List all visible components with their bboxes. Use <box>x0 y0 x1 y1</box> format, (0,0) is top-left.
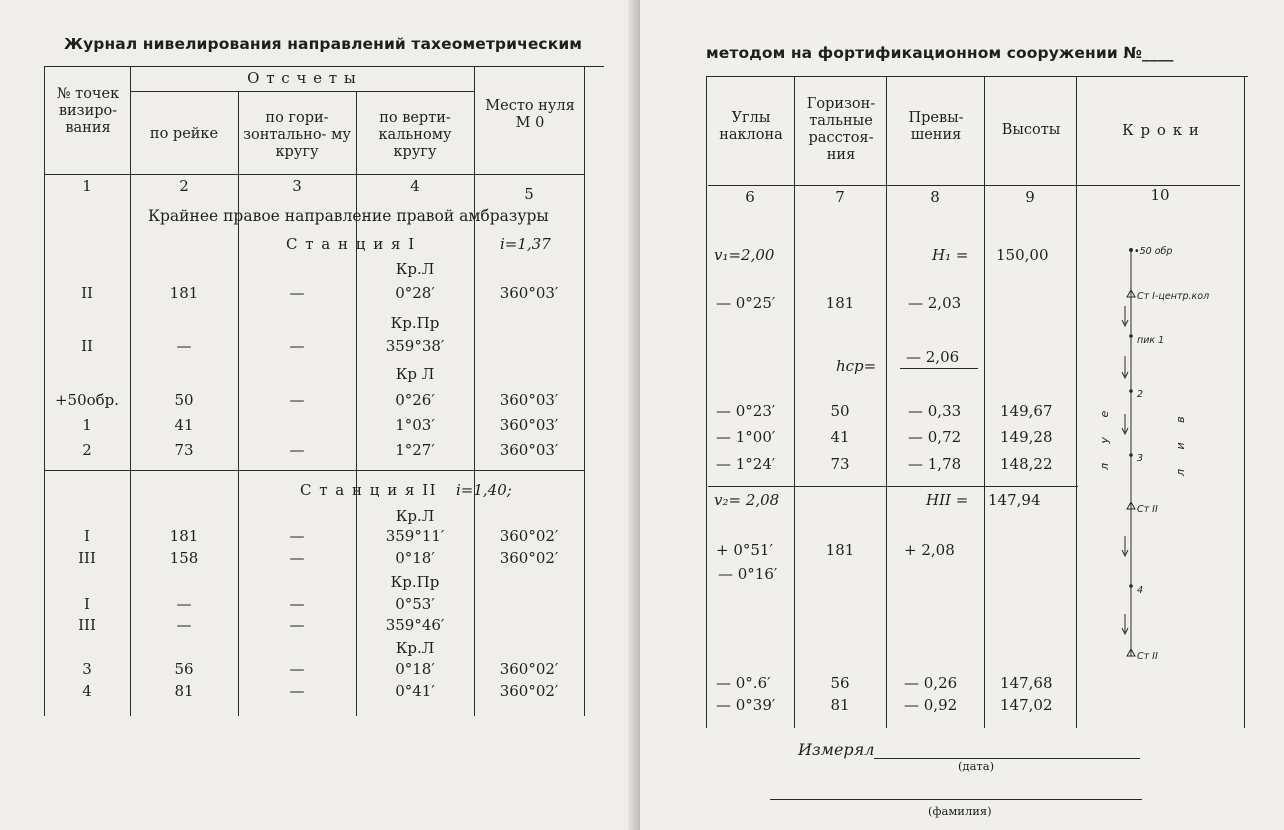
table-top-line <box>44 66 604 67</box>
circle-position: Кр.Л <box>395 639 435 657</box>
cell: 81 <box>174 682 194 700</box>
header-rod: по рейке <box>149 126 219 142</box>
cell: 360°02′ <box>499 527 559 545</box>
cell: 147,94 <box>988 491 1041 509</box>
header-heights: Высоты <box>1001 122 1061 138</box>
circle-position: Кр.Л <box>395 260 435 278</box>
cell: 0°18′ <box>395 549 435 567</box>
right-page-title: методом на фортификационном сооружении №____ <box>706 44 1174 62</box>
col-border <box>706 76 707 728</box>
station-1-instrument-height: i=1,37 <box>500 235 551 253</box>
col-border <box>1244 76 1245 728</box>
col-number: 4 <box>410 177 420 195</box>
header-mo: Место нуля М 0 <box>485 98 575 131</box>
cell: — 0,26 <box>904 674 958 692</box>
cell: — 0°39′ <box>716 696 776 714</box>
cell: 360°02′ <box>499 682 559 700</box>
cell: 181 <box>169 284 199 302</box>
col-border <box>584 66 585 716</box>
cell: 181 <box>825 541 855 559</box>
col-number: 3 <box>292 177 302 195</box>
cell: — <box>176 595 192 613</box>
cell: — 0°23′ <box>716 402 776 420</box>
cell: — 0,33 <box>908 402 962 420</box>
cell: 0°41′ <box>395 682 435 700</box>
cell: 359°11′ <box>385 527 445 545</box>
cell: 181 <box>169 527 199 545</box>
circle-position: Кр.Пр <box>390 314 440 332</box>
cell: 1°27′ <box>395 441 435 459</box>
cell: 360°03′ <box>499 416 559 434</box>
col-border <box>886 76 887 728</box>
cell: — 1°24′ <box>716 455 776 473</box>
cell: 360°03′ <box>499 441 559 459</box>
sketch-label: •50 обр <box>1134 246 1173 257</box>
cell: 359°46′ <box>385 616 445 634</box>
cell: 360°03′ <box>499 391 559 409</box>
cell: 149,28 <box>1000 428 1053 446</box>
station-2-instrument-height: i=1,40; <box>456 481 512 499</box>
right-page <box>640 0 1284 830</box>
cell: — <box>289 682 305 700</box>
cell: 1°03′ <box>395 416 435 434</box>
cell: 0°18′ <box>395 660 435 678</box>
cell: — <box>289 337 305 355</box>
cell: 73 <box>830 455 850 473</box>
circle-position: Кр.Л <box>395 507 435 525</box>
cell: 41 <box>174 416 194 434</box>
station-divider-line <box>708 486 1078 487</box>
cell: + 0°51′ <box>716 541 773 559</box>
sketch-label: 4 <box>1137 585 1144 596</box>
sketch-label: 3 <box>1137 453 1144 464</box>
cell: 149,67 <box>1000 402 1053 420</box>
cell: 56 <box>174 660 194 678</box>
cell: v₁=2,00 <box>714 246 775 264</box>
point-marker <box>1129 584 1133 588</box>
cell: I <box>84 527 90 545</box>
col-number: 2 <box>179 177 189 195</box>
cell: — 2,06 <box>906 348 960 366</box>
cell: 50 <box>174 391 194 409</box>
cell: 147,02 <box>1000 696 1053 714</box>
cell: — <box>289 549 305 567</box>
cell: + 2,08 <box>904 541 955 559</box>
header-points: № точек визиро- вания <box>56 86 120 136</box>
point-marker <box>1129 453 1133 457</box>
header-distances: Горизон- тальные расстоя- ния <box>806 96 876 163</box>
cell: — 0,92 <box>904 696 958 714</box>
name-signature-line[interactable] <box>770 799 1142 800</box>
sketch-vertical-text: л у е <box>1098 402 1111 470</box>
cell: 4 <box>82 682 92 700</box>
col-border <box>474 66 475 716</box>
section-title: Крайнее правое направление правой амбразуры <box>148 207 549 225</box>
point-marker <box>1129 334 1133 338</box>
station-divider-line <box>44 470 584 471</box>
cell: — <box>289 660 305 678</box>
date-caption: (дата) <box>958 759 995 773</box>
direction-arrow <box>1122 614 1128 634</box>
fraction-line <box>900 368 978 369</box>
cell: — <box>176 616 192 634</box>
col-number: 8 <box>930 188 940 206</box>
col-number: 1 <box>82 177 92 195</box>
cell: 73 <box>174 441 194 459</box>
cell: 147,68 <box>1000 674 1053 692</box>
cell: III <box>78 616 96 634</box>
cell: — <box>176 337 192 355</box>
header-angles: Углы наклона <box>719 110 783 143</box>
sketch-label: пик 1 <box>1137 335 1165 346</box>
cell: 150,00 <box>996 246 1049 264</box>
col-number: 9 <box>1025 188 1035 206</box>
circle-position: Кр.Пр <box>390 573 440 591</box>
cell: 0°53′ <box>395 595 435 613</box>
cell: 50 <box>830 402 850 420</box>
table-top-line <box>706 76 1248 77</box>
cell: 148,22 <box>1000 455 1053 473</box>
cell: 360°02′ <box>499 660 559 678</box>
cell: 41 <box>830 428 850 446</box>
cell: 158 <box>169 549 199 567</box>
cell: — 0,72 <box>908 428 962 446</box>
cell: — <box>289 391 305 409</box>
cell: 181 <box>825 294 855 312</box>
header-bottom-line <box>44 174 584 175</box>
cell: — 1,78 <box>908 455 962 473</box>
col-border <box>1076 76 1077 728</box>
otschety-underline <box>130 91 474 92</box>
header-otschety: О т с ч е т ы <box>247 69 357 87</box>
cell: H₁ = <box>932 246 969 264</box>
cell: — <box>289 527 305 545</box>
cell: 0°26′ <box>395 391 435 409</box>
cell: II <box>81 337 93 355</box>
cell: 2 <box>82 441 92 459</box>
sketch-label: Ст II <box>1137 504 1158 515</box>
cell: — <box>289 595 305 613</box>
col-number: 7 <box>835 188 845 206</box>
direction-arrow <box>1122 306 1128 326</box>
cell: 81 <box>830 696 850 714</box>
cell: 3 <box>82 660 92 678</box>
cell: — 0°16′ <box>718 565 778 583</box>
station-1-label: С т а н ц и я I <box>286 235 416 253</box>
cell: HII = <box>926 491 969 509</box>
cell: 360°02′ <box>499 549 559 567</box>
col-border <box>984 76 985 728</box>
sketch-label: 2 <box>1137 389 1144 400</box>
sketch-label: Ст I-центр.кол <box>1137 291 1210 302</box>
header-vt-circle: по верти- кальному кругу <box>378 110 452 160</box>
circle-position: Кр Л <box>395 365 435 383</box>
date-signature-line[interactable] <box>874 758 1140 759</box>
measured-label: Измерял <box>798 740 875 759</box>
header-hz-circle: по гори- зонтально- му кругу <box>243 110 351 160</box>
cell: II <box>81 284 93 302</box>
direction-arrow <box>1122 414 1128 434</box>
name-caption: (фамилия) <box>928 804 992 818</box>
cell: I <box>84 595 90 613</box>
sketch-label: Ст II <box>1137 651 1158 662</box>
point-marker <box>1129 389 1133 393</box>
point-marker <box>1129 248 1133 252</box>
col-number: 10 <box>1150 186 1170 204</box>
cell: v₂= 2,08 <box>714 491 780 509</box>
cell: 359°38′ <box>385 337 445 355</box>
station-2-label: С т а н ц и я II <box>300 481 438 499</box>
cell: +50обр. <box>54 391 120 409</box>
header-excess: Превы- шения <box>908 110 964 143</box>
header-sketch: К р о к и <box>1122 121 1200 139</box>
cell: 1 <box>82 416 92 434</box>
cell: — <box>289 441 305 459</box>
cell: — 0°25′ <box>716 294 776 312</box>
cell: — 1°00′ <box>716 428 776 446</box>
col-border <box>794 76 795 728</box>
col-number: 6 <box>745 188 755 206</box>
left-page-title: Журнал нивелирования направлений тахеометрическим <box>64 35 583 53</box>
cell: 56 <box>830 674 850 692</box>
cell: hср= <box>836 357 877 375</box>
cell: — 2,03 <box>908 294 962 312</box>
direction-arrow <box>1122 536 1128 556</box>
sketch-vertical-text: л и в <box>1174 408 1187 476</box>
cell: — 0°.6′ <box>716 674 771 692</box>
cell: 0°28′ <box>395 284 435 302</box>
cell: — <box>289 284 305 302</box>
cell: III <box>78 549 96 567</box>
cell: — <box>289 616 305 634</box>
left-page <box>0 0 640 830</box>
direction-arrow <box>1122 356 1128 378</box>
cell: 360°03′ <box>499 284 559 302</box>
col-number: 5 <box>524 185 534 203</box>
